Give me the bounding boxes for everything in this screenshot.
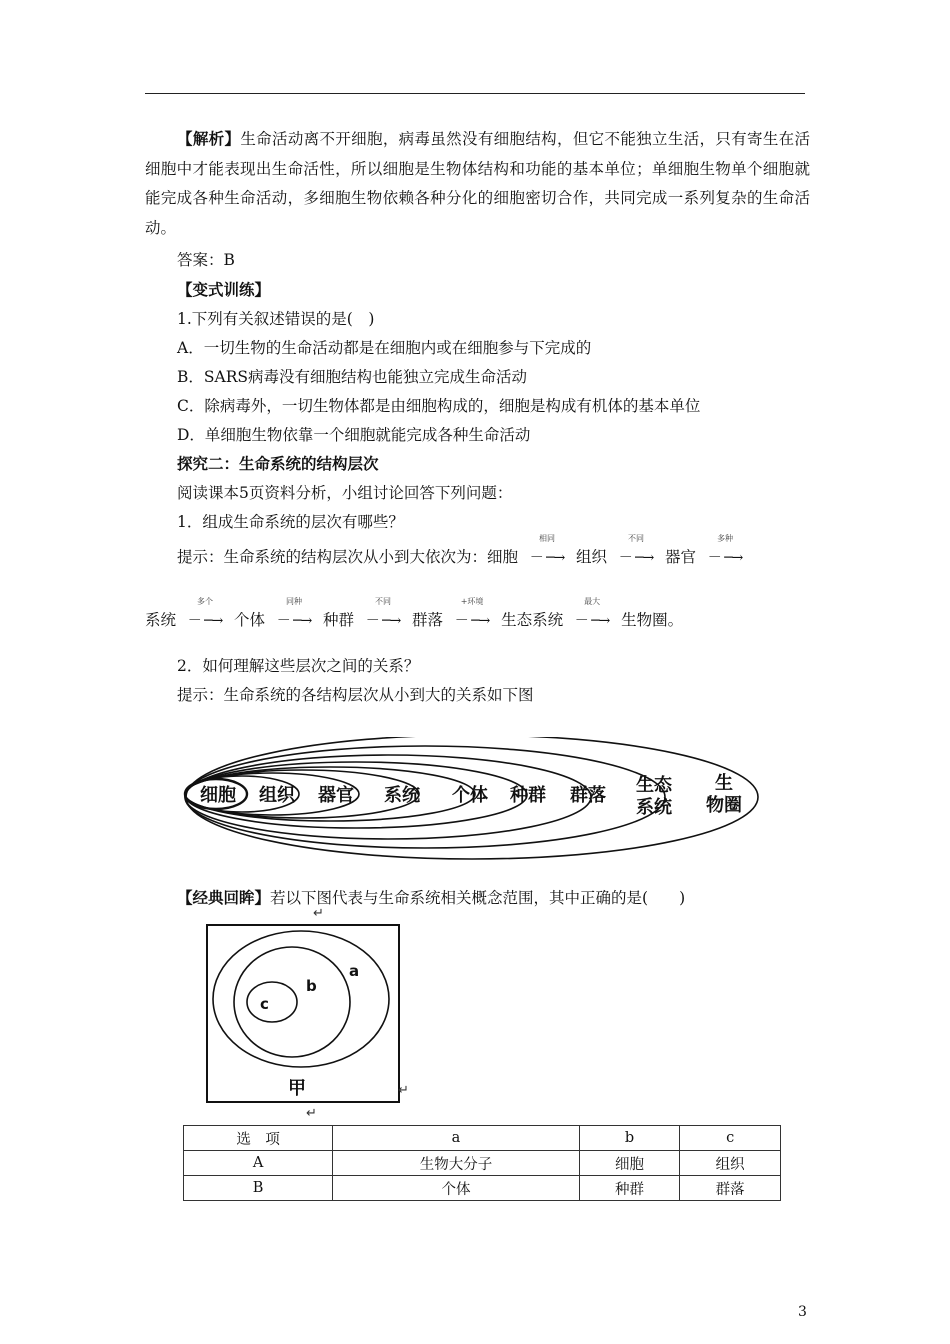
explore-intro: 阅读课本5页资料分析，小组讨论回答下列问题： <box>177 484 513 502</box>
analysis-label: 【解析】 <box>177 129 241 148</box>
classic-review <box>177 888 685 908</box>
level-population: 种群 <box>323 611 355 629</box>
nested-ellipse-diagram <box>178 737 768 867</box>
table-row <box>184 1176 781 1201</box>
label-b: b <box>306 977 317 995</box>
explore-heading: 探究二：生命系统的结构层次 <box>177 454 379 473</box>
chain-arrow: 最大 － ─→ <box>574 597 610 629</box>
options-table <box>183 1125 781 1201</box>
circle-a <box>213 931 389 1067</box>
table-header-row <box>184 1126 781 1151</box>
circle-b <box>234 947 350 1057</box>
level-individual: 个体 <box>234 611 266 629</box>
venn-figure <box>206 924 400 1103</box>
chain-arrow: +环境 － ─→ <box>454 597 490 629</box>
level-tissue: 组织 <box>576 548 608 566</box>
label-ecosystem-2: 系统 <box>636 797 672 818</box>
question-1: 1．组成生命系统的层次有哪些？ <box>177 513 404 531</box>
page-number: 3 <box>798 1304 807 1320</box>
classic-text: 若以下图代表与生命系统相关概念范围，其中正确的是( ) <box>270 889 686 907</box>
return-mark: ↵ <box>313 906 324 921</box>
hint1-prefix: 提示：生命系统的结构层次从小到大依次为： <box>177 548 488 566</box>
analysis-paragraph <box>145 124 810 243</box>
table-header-cell: 选 项 <box>184 1126 333 1151</box>
level-cell: 细胞 <box>487 548 519 566</box>
label-ecosystem-1: 生态 <box>636 775 672 796</box>
table-header-cell: b <box>579 1126 680 1151</box>
label-organ: 器官 <box>318 785 354 806</box>
table-cell: A <box>184 1151 333 1176</box>
table-cell: 细胞 <box>579 1151 680 1176</box>
hierarchy-chain-line-1 <box>177 534 754 568</box>
variant-heading: 【变式训练】 <box>177 280 271 299</box>
label-individual: 个体 <box>452 785 488 806</box>
label-system: 系统 <box>384 785 420 806</box>
return-mark: ↵ <box>306 1106 317 1121</box>
label-jia: 甲 <box>288 1078 306 1099</box>
option-d: D．单细胞生物依靠一个细胞就能完成各种生命活动 <box>177 426 531 444</box>
level-ecosystem: 生态系统 <box>501 611 564 629</box>
hierarchy-chain-line-2: 系统 多个 － ─→ 个体 同种 － ─→ 种群 不同 － ─→ 群落 +环境 － ─→ 生态系统 最大 － ─→ 生物圈。 <box>145 597 684 629</box>
table-cell: 种群 <box>579 1176 680 1201</box>
option-b: B．SARS病毒没有细胞结构也能独立完成生命活动 <box>177 368 527 386</box>
label-a: a <box>349 962 360 980</box>
label-biosphere-2: 物圈 <box>706 795 742 816</box>
answer-line: 答案：B <box>177 251 235 269</box>
table-cell: 个体 <box>333 1176 580 1201</box>
level-system: 系统 <box>145 611 177 629</box>
table-header-cell: a <box>333 1126 580 1151</box>
header-rule <box>145 93 805 94</box>
hint-2: 提示：生命系统的各结构层次从小到大的关系如下图 <box>177 686 534 704</box>
table-cell: 组织 <box>680 1151 781 1176</box>
table-cell: 生物大分子 <box>333 1151 580 1176</box>
analysis-text: 生命活动离不开细胞，病毒虽然没有细胞结构，但它不能独立生活，只有寄生在活细胞中才能表现出生命活性，所以细胞是生物体结构和功能的基本单位；单细胞生物单个细胞就能完成各种生命活动，多细胞生物依赖各种分化的细胞密切合作，共同完成一系列复杂的生命活动。 <box>145 130 810 237</box>
level-biosphere: 生物圈 <box>621 611 668 629</box>
level-organ: 器官 <box>665 548 697 566</box>
table-header-cell: c <box>680 1126 781 1151</box>
variant-question: 1.下列有关叙述错误的是( ) <box>177 310 375 328</box>
classic-label: 【经典回眸】 <box>177 888 271 907</box>
label-cell: 细胞 <box>200 785 236 806</box>
label-c: c <box>260 995 269 1013</box>
chain-arrow: 多个 － ─→ <box>187 597 223 629</box>
chain-arrow: 同种 － ─→ <box>276 597 312 629</box>
return-mark: ↵ <box>398 1083 409 1098</box>
table-cell: B <box>184 1176 333 1201</box>
option-c: C．除病毒外，一切生物体都是由细胞构成的，细胞是构成有机体的基本单位 <box>177 397 701 415</box>
label-community: 群落 <box>570 785 606 806</box>
label-tissue: 组织 <box>259 785 295 806</box>
label-biosphere-1: 生 <box>715 773 733 794</box>
chain-arrow: 相同 － ─→ <box>529 534 565 566</box>
table-row <box>184 1151 781 1176</box>
table-cell: 群落 <box>680 1176 781 1201</box>
question-2: 2．如何理解这些层次之间的关系？ <box>177 657 420 675</box>
level-community: 群落 <box>412 611 444 629</box>
label-population: 种群 <box>510 785 546 806</box>
chain-arrow: 多种 － ─→ <box>707 534 743 566</box>
circle-c <box>247 982 297 1022</box>
option-a: A．一切生物的生命活动都是在细胞内或在细胞参与下完成的 <box>177 339 592 357</box>
chain-arrow: 不同 － ─→ <box>618 534 654 566</box>
chain-arrow: 不同 － ─→ <box>365 597 401 629</box>
